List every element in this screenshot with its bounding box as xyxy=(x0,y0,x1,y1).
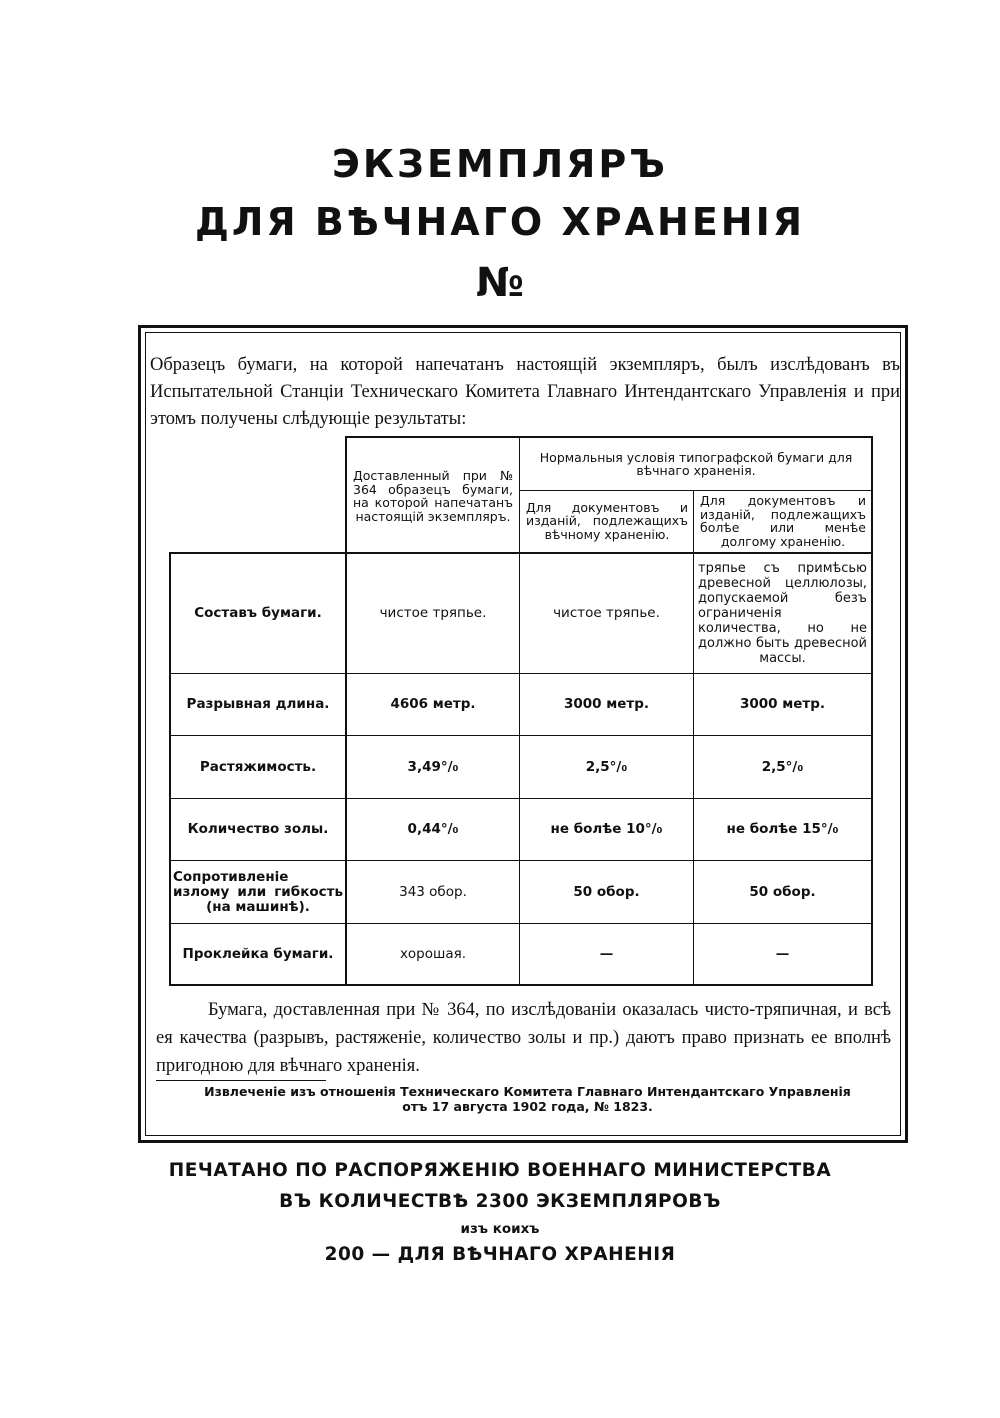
row-norm-a-value: — xyxy=(599,945,614,962)
title-line-1: ЭКЗЕМПЛЯРЪ xyxy=(332,142,668,186)
conclusion-paragraph xyxy=(156,996,891,1080)
row-label: Составъ бумаги. xyxy=(194,605,322,621)
row-label: Количество золы. xyxy=(187,821,329,837)
row-sample-value: 0,44°/₀ xyxy=(407,821,459,837)
row-norm-b-value: 3000 метр. xyxy=(739,696,826,712)
source-divider xyxy=(156,1080,326,1081)
row-norm-a-value: чистое тряпье. xyxy=(553,605,660,621)
results-table xyxy=(169,436,873,986)
row-sample-value: хорошая. xyxy=(399,945,467,962)
header-sample: Доставленный при № 364 образецъ бумаги, на которой напечатанъ настоящій экземпляръ. xyxy=(353,468,513,524)
row-norm-a-value: 50 обор. xyxy=(573,883,640,900)
imprint-line-1: ПЕЧАТАНО ПО РАСПОРЯЖЕНІЮ ВОЕННАГО МИНИСТЕРСТВА xyxy=(168,1160,832,1181)
row-label: Растяжимость. xyxy=(199,758,317,775)
row-label: Разрывная длина. xyxy=(186,696,330,712)
row-label: Проклейка бумаги. xyxy=(182,945,334,962)
header-norms: Нормальныя условія типографской бумаги для вѣчнаго храненія. xyxy=(539,449,853,478)
row-norm-a-value: 3000 метр. xyxy=(563,696,650,712)
row-norm-b-value: не болѣе 15°/₀ xyxy=(726,821,839,837)
number-sign: № xyxy=(475,260,525,306)
row-sample-value: 4606 метр. xyxy=(390,696,476,712)
row-norm-b-value: — xyxy=(775,945,790,962)
source-note xyxy=(160,1084,895,1114)
intro-paragraph: Образецъ бумаги, на которой напечатанъ настоящій экземпляръ, былъ изслѣдованъ въ Испытательной Станціи Техническаго Комитета Главнаго Интендантскаго Управленія и при этомъ получены слѣдующіе результаты: xyxy=(150,355,900,429)
row-norm-b-value: тряпье съ примѣсью древесной целлюлозы, допускаемой безъ ограниченія количества, но не должно быть древесной массы. xyxy=(698,561,867,666)
source-line-1: Извлеченіе изъ отношенія Техническаго Комитета Главнаго Интендантскаго Управленія xyxy=(204,1084,851,1099)
row-norm-a-value: 2,5°/₀ xyxy=(585,758,628,775)
imprint-line-2: ВЪ КОЛИЧЕСТВѢ 2300 ЭКЗЕМПЛЯРОВЪ xyxy=(279,1191,721,1212)
row-norm-b-value: 2,5°/₀ xyxy=(761,758,804,775)
header-norm-b: Для документовъ и изданій, подлежащихъ болѣе или менѣе долгому храненію. xyxy=(700,493,866,549)
imprint-line-3: изъ коихъ xyxy=(460,1221,540,1237)
header-norm-a: Для документовъ и изданій, подлежащихъ вѣчному храненію. xyxy=(526,499,688,542)
row-norm-a-value: не болѣе 10°/₀ xyxy=(550,821,663,837)
title-line-2: ДЛЯ ВѢЧНАГО ХРАНЕНІЯ xyxy=(195,200,805,244)
imprint-line-4: 200 — ДЛЯ ВѢЧНАГО ХРАНЕНІЯ xyxy=(324,1244,676,1265)
row-sample-value: 343 обор. xyxy=(399,883,467,900)
row-label: Сопротивленіе излому или гибкость (на машинѣ). xyxy=(173,868,343,915)
source-line-2: отъ 17 августа 1902 года, № 1823. xyxy=(402,1099,653,1114)
row-norm-b-value: 50 обор. xyxy=(749,883,816,900)
conclusion-text: Бумага, доставленная при № 364, по изслѣдованіи оказалась чисто-тряпичная, и всѣ ея качества (разрывъ, растяженіе, количество золы и пр.) даютъ право признать ее вполнѣ пригодною для вѣчнаго храненія. xyxy=(156,1000,891,1076)
row-sample-value: 3,49°/₀ xyxy=(407,758,459,775)
row-sample-value: чистое тряпье. xyxy=(379,605,487,621)
